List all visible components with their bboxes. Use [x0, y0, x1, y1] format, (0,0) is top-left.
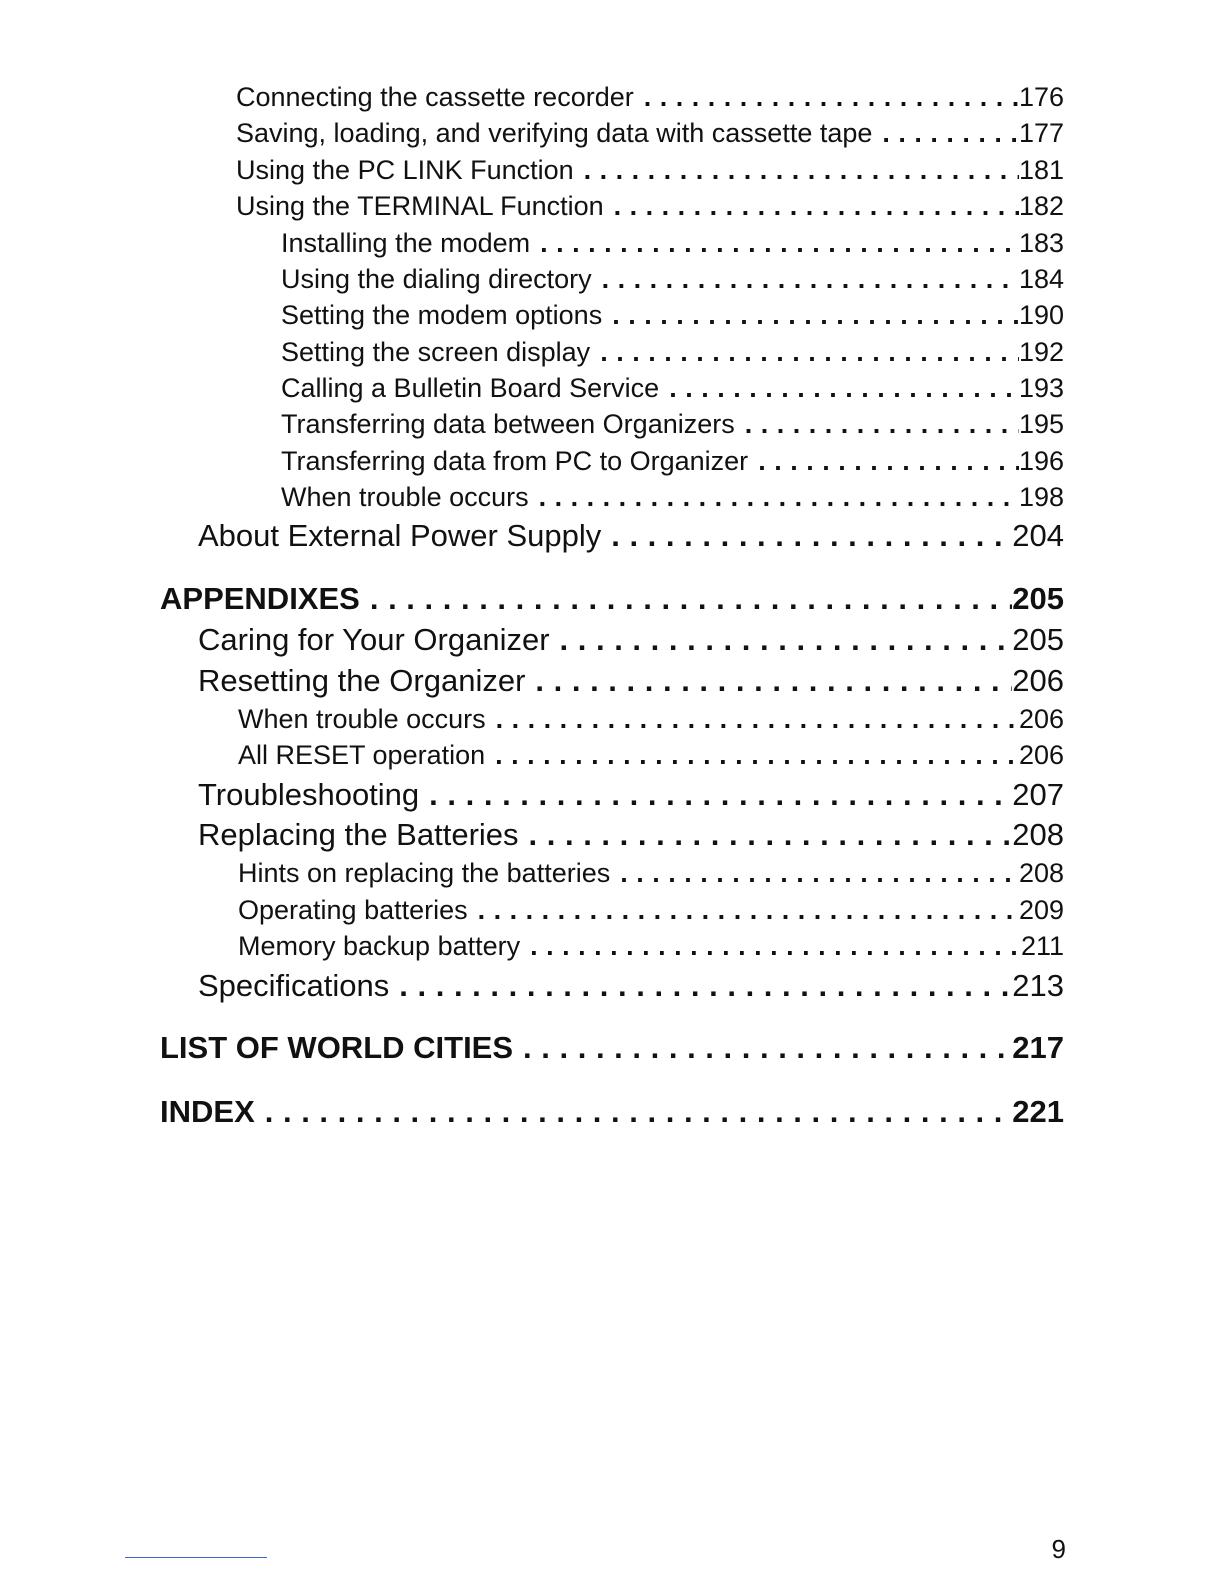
- toc-entry-title: Connecting the cassette recorder: [236, 82, 634, 112]
- dot-leader: [614, 191, 1019, 222]
- toc-entry-page: 205: [1012, 581, 1064, 616]
- dot-leader: [523, 1030, 1012, 1066]
- toc-entry-title: When trouble occurs: [238, 704, 486, 734]
- toc-entry-page: 209: [1018, 895, 1064, 925]
- toc-entry-page: 176: [1018, 82, 1064, 112]
- toc-entry-page: 184: [1018, 264, 1064, 294]
- toc-entry-page: 204: [1012, 518, 1064, 553]
- toc-entry-title: APPENDIXES: [160, 581, 360, 616]
- toc-entry-title: LIST OF WORLD CITIES: [160, 1030, 514, 1065]
- toc-entry-page: 206: [1018, 740, 1064, 770]
- toc-entry-page: 213: [1012, 968, 1064, 1003]
- toc-entry-page: 221: [1012, 1094, 1064, 1129]
- dot-leader: [530, 931, 1021, 962]
- toc-entry[interactable]: [281, 228, 1064, 259]
- toc-entry-title: Saving, loading, and verifying data with cassette tape: [236, 118, 873, 148]
- toc-entry-title: Memory backup battery: [238, 931, 521, 961]
- dot-leader: [265, 1094, 1013, 1130]
- toc-entry-page: 177: [1018, 118, 1064, 148]
- toc-entry[interactable]: [281, 446, 1064, 477]
- toc-chapter-entry[interactable]: [160, 1030, 1064, 1066]
- dot-leader: [612, 300, 1019, 331]
- toc-entry[interactable]: [281, 409, 1064, 440]
- dot-leader: [429, 777, 1012, 813]
- dot-leader: [584, 155, 1019, 186]
- dot-leader: [539, 482, 1019, 513]
- toc-entry-title: Setting the modem options: [281, 300, 603, 330]
- toc-entry[interactable]: [198, 518, 1064, 554]
- toc-entry-page: 195: [1018, 409, 1064, 439]
- toc-entry-page: 208: [1018, 858, 1064, 888]
- toc-entry-page: 205: [1012, 622, 1064, 657]
- toc-entry[interactable]: [238, 895, 1064, 926]
- dot-leader: [620, 858, 1019, 889]
- toc-entry[interactable]: [236, 118, 1064, 149]
- dot-leader: [535, 663, 1012, 699]
- toc-entry-page: 183: [1018, 228, 1064, 258]
- toc-entry-title: Setting the screen display: [281, 337, 591, 367]
- toc-entry[interactable]: [198, 777, 1064, 813]
- toc-entry-title: Using the TERMINAL Function: [236, 191, 604, 221]
- dot-leader: [669, 373, 1019, 404]
- toc-entry-title: Transferring data from PC to Organizer: [281, 446, 749, 476]
- toc-entry-title: All RESET operation: [238, 740, 486, 770]
- toc-entry-title: Installing the modem: [281, 228, 531, 258]
- toc-entry-title: Calling a Bulletin Board Service: [281, 373, 660, 403]
- dot-leader: [560, 622, 1013, 658]
- toc-entry-page: 217: [1012, 1030, 1064, 1065]
- toc-entry[interactable]: [198, 968, 1064, 1004]
- toc-entry[interactable]: [281, 373, 1064, 404]
- toc-entry[interactable]: [236, 82, 1064, 113]
- toc-entry-title: Specifications: [198, 968, 390, 1003]
- footer-rule: [125, 1557, 267, 1558]
- toc-entry[interactable]: [238, 858, 1064, 889]
- toc-entry-page: 196: [1018, 446, 1064, 476]
- toc-entry-title: Transferring data between Organizers: [281, 409, 735, 439]
- toc-entry-page: 190: [1018, 300, 1064, 330]
- toc-entry-title: When trouble occurs: [281, 482, 529, 512]
- toc-entry[interactable]: [236, 155, 1064, 186]
- toc-entry-title: About External Power Supply: [198, 518, 602, 553]
- dot-leader: [611, 518, 1012, 554]
- dot-leader: [644, 82, 1019, 113]
- toc-entry[interactable]: [281, 482, 1064, 513]
- toc-entry-title: Using the dialing directory: [281, 264, 592, 294]
- toc-entry-title: INDEX: [160, 1094, 255, 1129]
- toc-entry[interactable]: [238, 740, 1064, 771]
- toc-entry-title: Resetting the Organizer: [198, 663, 526, 698]
- toc-entry-page: 182: [1018, 191, 1064, 221]
- toc-entry-title: Using the PC LINK Function: [236, 155, 574, 185]
- dot-leader: [882, 118, 1019, 149]
- toc-entry-page: 206: [1018, 704, 1064, 734]
- dot-leader: [496, 704, 1019, 735]
- toc-entry-title: Caring for Your Organizer: [198, 622, 550, 657]
- toc-entry[interactable]: [281, 337, 1064, 368]
- page-number: 9: [1051, 1534, 1066, 1564]
- dot-leader: [370, 581, 1012, 617]
- toc-entry-title: Replacing the Batteries: [198, 817, 519, 852]
- dot-leader: [745, 409, 1019, 440]
- toc-chapter-entry[interactable]: [160, 581, 1064, 617]
- dot-leader: [399, 968, 1012, 1004]
- toc-entry-title: Troubleshooting: [198, 777, 420, 812]
- toc-chapter-entry[interactable]: [160, 1094, 1064, 1130]
- toc-entry[interactable]: [198, 817, 1064, 853]
- toc-entry-page: 207: [1012, 777, 1064, 812]
- toc-entry-title: Hints on replacing the batteries: [238, 858, 611, 888]
- toc-entry-page: 193: [1018, 373, 1064, 403]
- toc-entry[interactable]: [198, 663, 1064, 699]
- toc-entry-page: 211: [1020, 931, 1064, 961]
- dot-leader: [529, 817, 1013, 853]
- toc-entry[interactable]: [238, 931, 1064, 962]
- toc-entry-page: 192: [1018, 337, 1064, 367]
- dot-leader: [478, 895, 1019, 926]
- toc-entry-page: 208: [1012, 817, 1064, 852]
- dot-leader: [495, 740, 1019, 771]
- dot-leader: [758, 446, 1019, 477]
- toc-entry[interactable]: [198, 622, 1064, 658]
- toc-entry-title: Operating batteries: [238, 895, 468, 925]
- dot-leader: [540, 228, 1019, 259]
- toc-entry[interactable]: [236, 191, 1064, 222]
- dot-leader: [602, 264, 1019, 295]
- toc-entry-page: 198: [1018, 482, 1064, 512]
- toc-entry-page: 181: [1018, 155, 1064, 185]
- toc-entry[interactable]: [238, 704, 1064, 735]
- toc-entry[interactable]: [281, 300, 1064, 331]
- dot-leader: [600, 337, 1019, 368]
- toc-entry-page: 206: [1012, 663, 1064, 698]
- toc-entry[interactable]: [281, 264, 1064, 295]
